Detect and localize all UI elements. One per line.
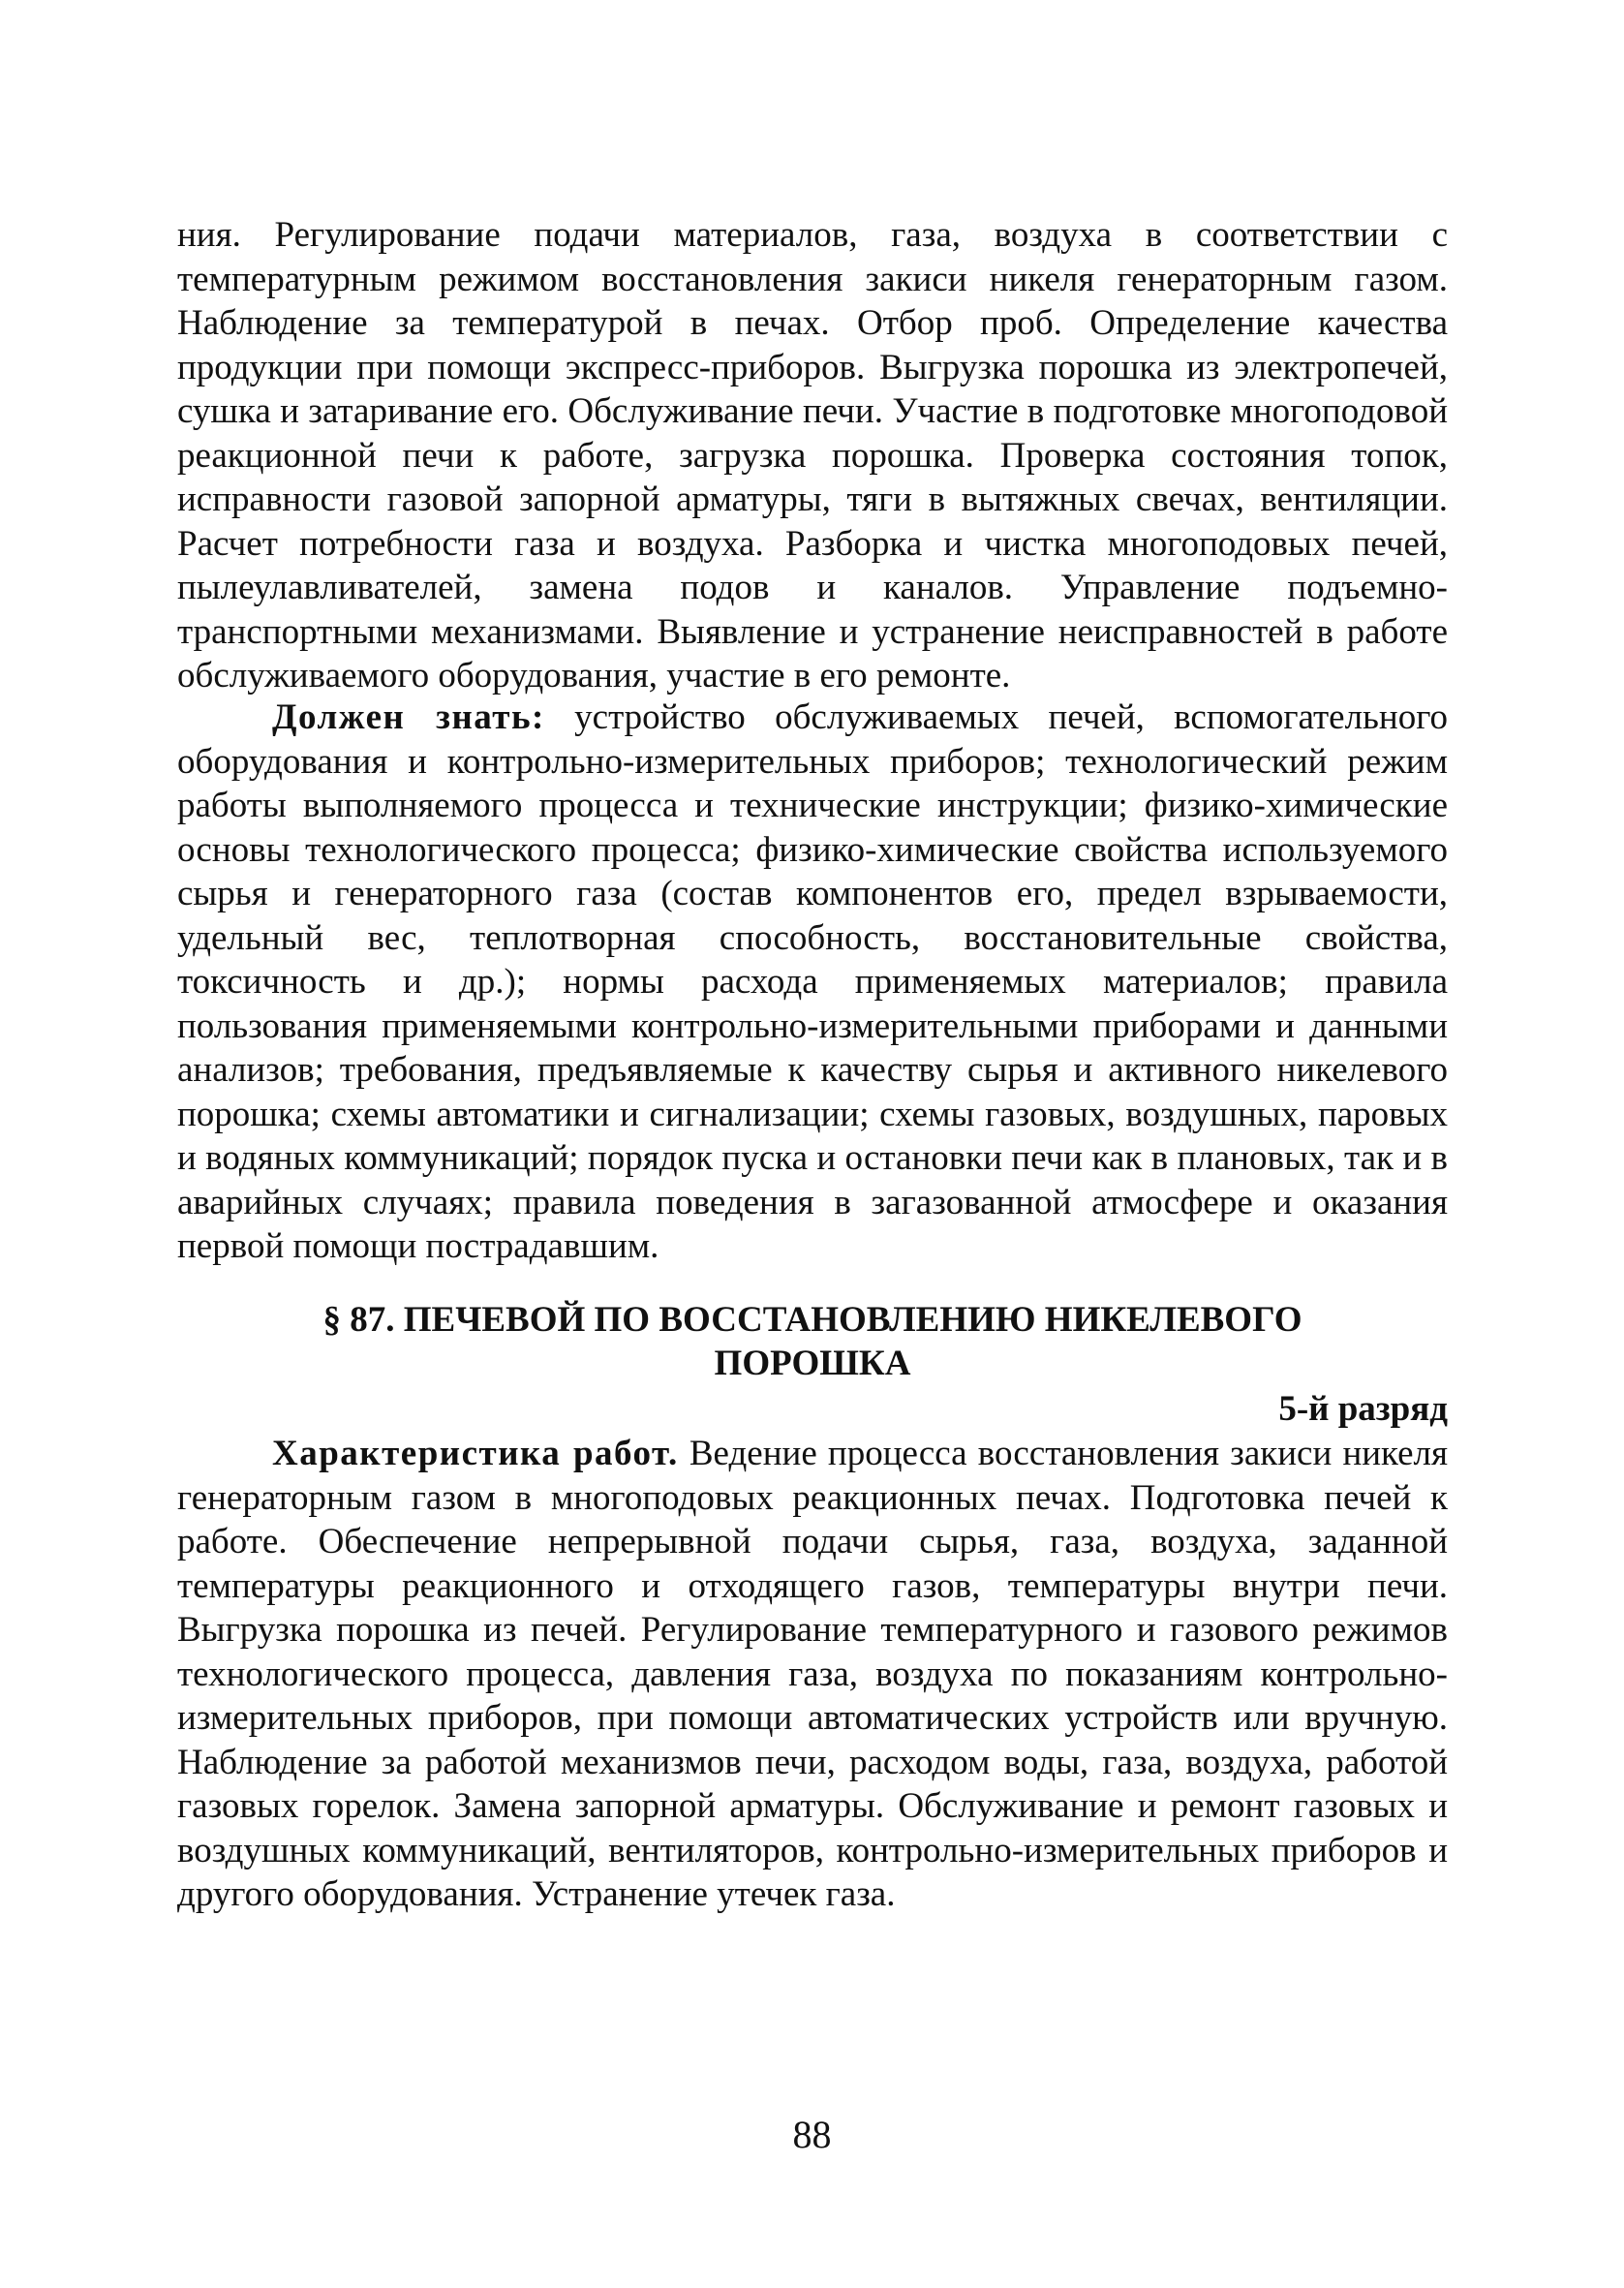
work-characteristics-paragraph xyxy=(177,1432,1448,1917)
grade-label: 5-й разряд xyxy=(1278,1389,1448,1429)
required-knowledge-lead: Должен знать: xyxy=(272,697,545,737)
required-knowledge-paragraph xyxy=(177,696,1448,1269)
continued-paragraph: ния. Регулирование подачи материалов, газа, воздуха в соответствии с температурным режимом восстановления закиси никеля генераторным газом. Наблюдение за температурой в печах. Отбор проб. Определение качества продукции при помощи экспресс-приборов. Выгрузка порошка из электропечей, сушка и затаривание его. Обслуживание печи. Участие в подготовке многоподовой реакционной печи к работе, загрузка порошка. Проверка состояния топок, исправности газовой запорной арматуры, тяги в вытяжных свечах, вентиляции. Расчет потребности газа и воздуха. Разборка и чистка многоподовых печей, пылеулавливателей, замена подов и каналов. Управление подъемно-транспортными механизмами. Выявление и устранение неисправностей в работе обслуживаемого оборудования, участие в его ремонте. xyxy=(177,215,1448,696)
page-number: 88 xyxy=(792,2113,832,2156)
section-heading xyxy=(177,1298,1448,1385)
section-heading-line-1: § 87. ПЕЧЕВОЙ ПО ВОССТАНОВЛЕНИЮ НИКЕЛЕВОГО xyxy=(322,1300,1302,1340)
work-characteristics-text: Ведение процесса восстановления закиси никеля генераторным газом в многоподовых реакционных печах. Подготовка печей к работе. Обеспечение непрерывной подачи сырья, газа, воздуха, заданной температуры реакционного и отходящего газов, температуры внутри печи. Выгрузка порошка из печей. Регулирование температурного и газового режимов технологического процесса, давления газа, воздуха по показаниям контрольно-измерительных приборов, при помощи автоматических устройств или вручную. Наблюдение за работой механизмов печи, расходом воды, газа, воздуха, работой газовых горелок. Замена запорной арматуры. Обслуживание и ремонт газовых и воздушных коммуникаций, вентиляторов, контрольно-измерительных приборов и другого оборудования. Устранение утечек газа. xyxy=(177,1434,1449,1914)
work-characteristics-lead: Характеристика работ. xyxy=(272,1434,679,1473)
section-heading-line-2: ПОРОШКА xyxy=(714,1344,911,1383)
required-knowledge-text: устройство обслуживаемых печей, вспомогательного оборудования и контрольно-измерительных приборов; технологический режим работы выполняемого процесса и технические инструкции; физико-химические основы технологического процесса; физико-химические свойства используемого сырья и генераторного газа (состав компонентов его, предел взрываемости, удельный вес, теплотворная способность, восстановительные свойства, токсичность и др.); нормы расхода применяемых материалов; правила пользования применяемыми контрольно-измерительными приборами и данными анализов; требования, предъявляемые к качеству сырья и активного никелевого порошка; схемы автоматики и сигнализации; схемы газовых, воздушных, паровых и водяных коммуникаций; порядок пуска и остановки печи как в плановых, так и в аварийных случаях; правила поведения в загазованной атмосфере и оказания первой помощи пострадавшим. xyxy=(177,697,1448,1266)
